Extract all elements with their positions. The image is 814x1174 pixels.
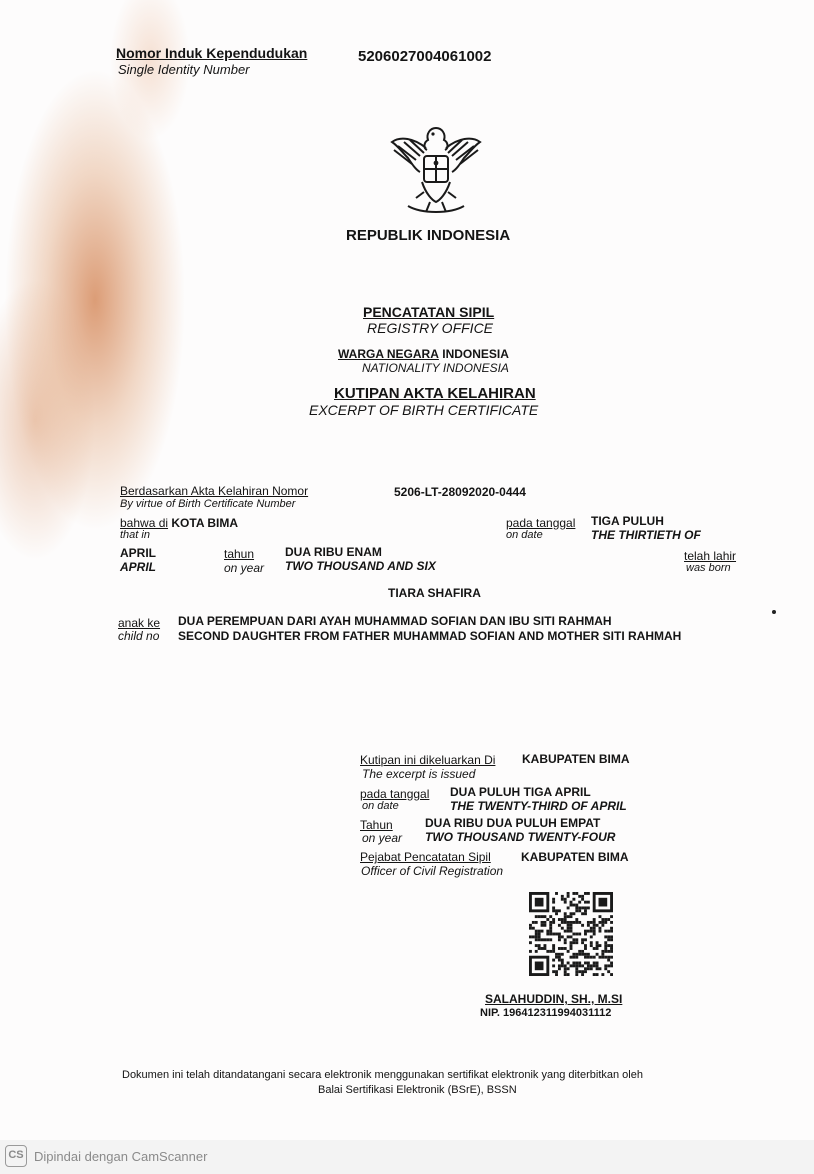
issue-date-label-en: on date	[362, 800, 399, 812]
child-name: TIARA SHAFIRA	[388, 586, 481, 600]
birth-month-en: APRIL	[120, 560, 156, 574]
issue-year-en: TWO THOUSAND TWENTY-FOUR	[425, 830, 616, 844]
nik-value: 5206027004061002	[358, 48, 492, 65]
date-label-id: pada tanggal	[506, 516, 576, 530]
country-title: REPUBLIK INDONESIA	[346, 227, 511, 244]
birth-year-id: DUA RIBU ENAM	[285, 545, 382, 559]
signatory-nip: NIP. 196412311994031112	[480, 1007, 612, 1019]
cert-label-en: By virtue of Birth Certificate Number	[120, 498, 296, 510]
doc-title-en: EXCERPT OF BIRTH CERTIFICATE	[309, 402, 539, 418]
child-desc-en: SECOND DAUGHTER FROM FATHER MUHAMMAD SOFIAN AND MOTHER SITI RAHMAH	[178, 629, 682, 643]
nationality-value-id: INDONESIA	[442, 347, 509, 361]
issue-date-label-id: pada tanggal	[360, 787, 430, 801]
birth-day-en: THE THIRTIETH OF	[591, 528, 701, 542]
birth-year-en: TWO THOUSAND AND SIX	[285, 559, 436, 573]
birth-month-id: APRIL	[120, 546, 156, 560]
cert-label-id: Berdasarkan Akta Kelahiran Nomor	[120, 484, 309, 498]
camscanner-label: Dipindai dengan CamScanner	[34, 1149, 208, 1164]
year-label-en: on year	[224, 561, 265, 575]
place-label-en: that in	[120, 529, 150, 541]
office-title-en: REGISTRY OFFICE	[367, 320, 494, 336]
officer-label-id: Pejabat Pencatatan Sipil	[360, 850, 491, 864]
qr-code-icon	[528, 892, 614, 976]
place-value: KOTA BIMA	[171, 516, 239, 530]
office-title-id: PENCATATAN SIPIL	[363, 304, 495, 320]
birth-day-id: TIGA PULUH	[591, 514, 664, 528]
doc-title-id: KUTIPAN AKTA KELAHIRAN	[334, 385, 536, 402]
cert-number: 5206-LT-28092020-0444	[394, 485, 526, 499]
year-label-id: tahun	[224, 547, 255, 561]
born-label-en: was born	[686, 562, 731, 574]
date-label-en: on date	[506, 529, 543, 541]
nationality-id	[338, 347, 509, 361]
child-desc-id: DUA PEREMPUAN DARI AYAH MUHAMMAD SOFIAN DAN IBU SITI RAHMAH	[178, 614, 612, 628]
issued-label-id: Kutipan ini dikeluarkan Di	[360, 753, 496, 767]
nik-label-en: Single Identity Number	[118, 62, 250, 77]
footer-line-1: Dokumen ini telah ditandatangani secara elektronik menggunakan sertifikat elektronik yang diterbitkan oleh	[122, 1069, 643, 1081]
place-label-id: bahwa di	[120, 516, 169, 530]
camscanner-logo-icon: CS	[5, 1145, 27, 1167]
nik-label-id: Nomor Induk Kependudukan	[116, 45, 308, 61]
footer-line-2: Balai Sertifikasi Elektronik (BSrE), BSSN	[318, 1084, 517, 1096]
issue-date-en: THE TWENTY-THIRD OF APRIL	[450, 799, 627, 813]
signatory-name: SALAHUDDIN, SH., M.SI	[485, 992, 623, 1006]
officer-label-en: Officer of Civil Registration	[361, 864, 504, 878]
nationality-en	[362, 361, 509, 375]
issue-year-id: DUA RIBU DUA PULUH EMPAT	[425, 816, 601, 830]
born-label-id: telah lahir	[684, 549, 737, 563]
nationality-label-en: NATIONALITY	[362, 361, 440, 375]
issued-value: KABUPATEN BIMA	[522, 752, 630, 766]
child-label-en: child no	[118, 629, 160, 643]
ink-dot	[772, 610, 776, 614]
child-label-id: anak ke	[118, 616, 161, 630]
nationality-label-id: WARGA NEGARA	[338, 347, 439, 361]
issue-date-id: DUA PULUH TIGA APRIL	[450, 785, 591, 799]
place-row	[120, 516, 238, 530]
issued-label-en: The excerpt is issued	[362, 767, 476, 781]
officer-value: KABUPATEN BIMA	[521, 850, 629, 864]
issue-year-label-id: Tahun	[360, 818, 393, 832]
nationality-value-en: INDONESIA	[442, 361, 509, 375]
garuda-emblem-icon	[386, 120, 486, 220]
issue-year-label-en: on year	[362, 831, 403, 845]
